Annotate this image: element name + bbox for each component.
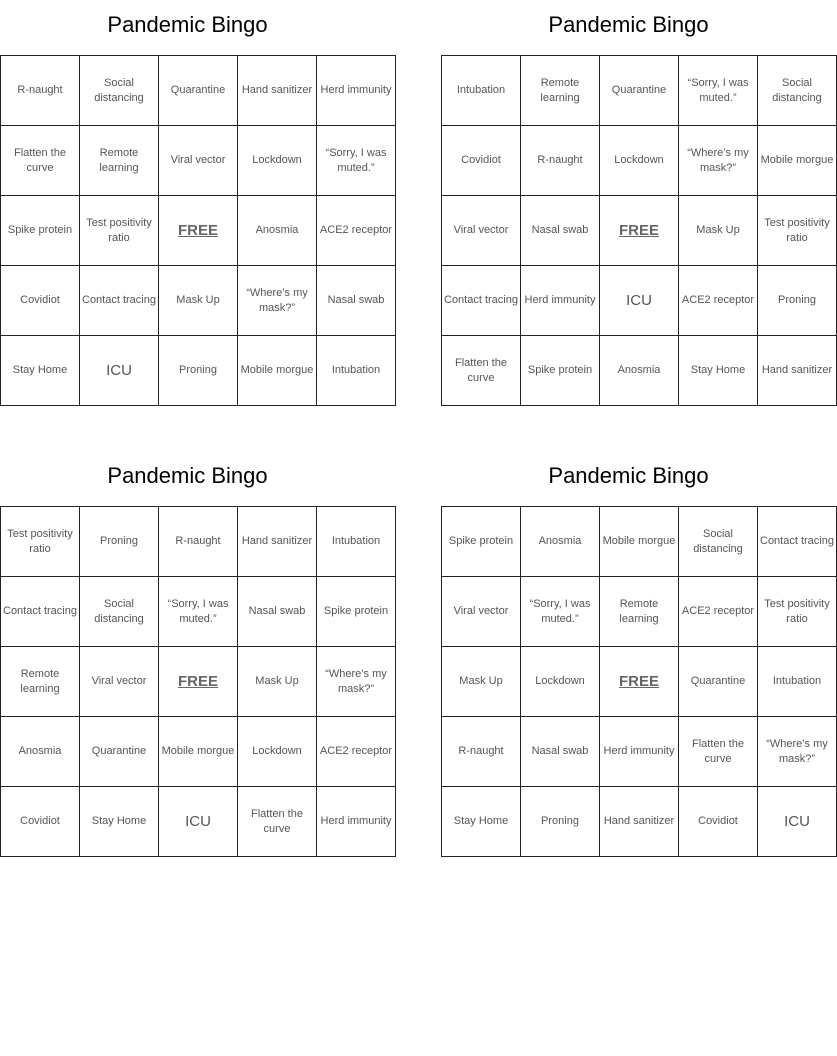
bingo-cell [238, 196, 317, 266]
cell-label: ACE2 receptor [319, 745, 393, 757]
grid-row [442, 507, 837, 577]
bingo-cell [238, 507, 317, 577]
cell-label: ACE2 receptor [681, 605, 755, 617]
cell-label: Stay Home [690, 364, 746, 376]
bingo-card-2 [441, 0, 834, 406]
cell-label: Social distancing [693, 527, 743, 555]
bingo-cell [80, 577, 159, 647]
cell-label: Covidiot [20, 294, 60, 306]
bingo-card-4 [441, 451, 834, 857]
cell-label: Proning [778, 294, 816, 306]
bingo-cell [442, 266, 521, 336]
cell-label: Contact tracing [444, 294, 518, 306]
bingo-cell [317, 577, 396, 647]
bingo-cell [679, 266, 758, 336]
cell-label: Lockdown [535, 675, 585, 687]
grid-row [1, 336, 396, 406]
bingo-cell [521, 577, 600, 647]
cell-label: Spike protein [7, 224, 73, 236]
cell-label: ICU [784, 813, 810, 830]
bingo-cell [679, 507, 758, 577]
bingo-cell [679, 336, 758, 406]
cell-label: Mask Up [696, 224, 740, 236]
cell-label: Herd immunity [603, 745, 675, 757]
bingo-cell [679, 717, 758, 787]
cell-label: Remote learning [99, 146, 139, 174]
bingo-cell [442, 647, 521, 717]
bingo-cell [159, 507, 238, 577]
cell-label: Social distancing [94, 76, 144, 104]
bingo-cell [159, 717, 238, 787]
bingo-card-3 [0, 451, 393, 857]
cell-label: Covidiot [698, 815, 738, 827]
cell-label: Mask Up [176, 294, 220, 306]
cell-label: “Where’s my mask?” [766, 737, 828, 765]
cell-label: Quarantine [170, 84, 226, 96]
bingo-cell [238, 56, 317, 126]
cell-label: Covidiot [20, 815, 60, 827]
bingo-cell [600, 56, 679, 126]
cell-label: Test positivity ratio [86, 216, 152, 244]
cell-label: Hand sanitizer [761, 364, 833, 376]
grid-row [1, 126, 396, 196]
bingo-cell [600, 717, 679, 787]
cell-label: Viral vector [453, 224, 509, 236]
bingo-grid [0, 506, 396, 857]
cell-label: Contact tracing [82, 294, 156, 306]
bingo-cell [600, 787, 679, 857]
cell-label: Flatten the curve [692, 737, 744, 765]
bingo-cell [758, 56, 837, 126]
cell-label: ICU [106, 362, 132, 379]
bingo-cell [442, 787, 521, 857]
bingo-cell [679, 56, 758, 126]
card-title: Pandemic Bingo [548, 463, 709, 488]
bingo-cell [521, 266, 600, 336]
cell-label: ICU [185, 813, 211, 830]
free-space-cell [600, 196, 679, 266]
cell-label: Flatten the curve [251, 807, 303, 835]
cell-label: Proning [541, 815, 579, 827]
bingo-cell [442, 196, 521, 266]
bingo-cell [758, 507, 837, 577]
card-title: Pandemic Bingo [548, 12, 709, 37]
bingo-cell [758, 787, 837, 857]
bingo-cell [679, 577, 758, 647]
bingo-cell [521, 336, 600, 406]
cell-label: Test positivity ratio [764, 597, 830, 625]
bingo-cell [1, 577, 80, 647]
bingo-cell [159, 126, 238, 196]
cell-label: Lockdown [252, 154, 302, 166]
grid-row [442, 647, 837, 717]
bingo-cell [1, 126, 80, 196]
cell-label: ACE2 receptor [319, 224, 393, 236]
card-title: Pandemic Bingo [107, 12, 268, 37]
bingo-cell [442, 56, 521, 126]
bingo-cell [238, 266, 317, 336]
bingo-cell [679, 126, 758, 196]
bingo-cell [521, 717, 600, 787]
grid-row [442, 787, 837, 857]
bingo-cell [1, 266, 80, 336]
cell-label: Covidiot [461, 154, 501, 166]
bingo-cell [317, 647, 396, 717]
cell-label: Mobile morgue [602, 535, 676, 547]
bingo-cell [758, 647, 837, 717]
bingo-cell [1, 787, 80, 857]
bingo-cell [317, 56, 396, 126]
bingo-cell [80, 126, 159, 196]
cell-label: Anosmia [617, 364, 661, 376]
bingo-cell [521, 126, 600, 196]
bingo-cell [600, 577, 679, 647]
bingo-cell [442, 717, 521, 787]
bingo-cell [238, 577, 317, 647]
grid-row [1, 787, 396, 857]
bingo-cell [80, 787, 159, 857]
cell-label: Mask Up [459, 675, 503, 687]
cell-label: Mask Up [255, 675, 299, 687]
cell-label: Quarantine [611, 84, 667, 96]
bingo-cell [521, 56, 600, 126]
bingo-cell [442, 126, 521, 196]
bingo-cell [238, 647, 317, 717]
bingo-grid [441, 55, 837, 406]
grid-row [1, 56, 396, 126]
cell-label: Anosmia [255, 224, 299, 236]
cell-label: Nasal swab [531, 224, 589, 236]
free-space-label: FREE [618, 673, 659, 690]
cell-label: Herd immunity [524, 294, 596, 306]
cell-label: R-naught [175, 535, 221, 547]
cell-label: Hand sanitizer [241, 535, 313, 547]
grid-row [1, 577, 396, 647]
cell-label: Lockdown [614, 154, 664, 166]
grid-row [1, 717, 396, 787]
bingo-cell [238, 787, 317, 857]
grid-row [1, 196, 396, 266]
grid-row [442, 266, 837, 336]
grid-row [1, 647, 396, 717]
bingo-cell [80, 336, 159, 406]
bingo-cell [317, 787, 396, 857]
bingo-cell [159, 787, 238, 857]
grid-row [442, 717, 837, 787]
cell-label: Spike protein [448, 535, 514, 547]
bingo-cell [159, 266, 238, 336]
cell-label: Proning [179, 364, 217, 376]
bingo-cell [159, 336, 238, 406]
cell-label: Proning [100, 535, 138, 547]
bingo-cell [317, 336, 396, 406]
bingo-cell [1, 196, 80, 266]
cell-label: Hand sanitizer [241, 84, 313, 96]
bingo-cell [80, 266, 159, 336]
bingo-cell [80, 647, 159, 717]
cell-label: Mobile morgue [240, 364, 314, 376]
cell-label: Viral vector [453, 605, 509, 617]
bingo-cell [238, 717, 317, 787]
bingo-grid [0, 55, 396, 406]
cell-label: Viral vector [91, 675, 147, 687]
bingo-cell [521, 507, 600, 577]
bingo-cell [758, 336, 837, 406]
cell-label: Intubation [456, 84, 506, 96]
cell-label: Spike protein [323, 605, 389, 617]
bingo-cell [80, 196, 159, 266]
bingo-cell [521, 647, 600, 717]
bingo-cell [238, 126, 317, 196]
bingo-cell [521, 196, 600, 266]
cell-label: Mobile morgue [760, 154, 834, 166]
cell-label: Intubation [772, 675, 822, 687]
bingo-cell [80, 56, 159, 126]
cell-label: Remote learning [20, 667, 60, 695]
cell-label: “Where’s my mask?” [325, 667, 387, 695]
cell-label: “Where’s my mask?” [687, 146, 749, 174]
bingo-cell [1, 717, 80, 787]
grid-row [442, 196, 837, 266]
bingo-grid [441, 506, 837, 857]
free-space-label: FREE [618, 222, 659, 239]
bingo-cell [80, 507, 159, 577]
bingo-cell [442, 507, 521, 577]
grid-row [442, 126, 837, 196]
bingo-cell [317, 266, 396, 336]
bingo-cell [758, 266, 837, 336]
bingo-cell [317, 196, 396, 266]
cell-label: Flatten the curve [455, 356, 507, 384]
cell-label: Flatten the curve [14, 146, 66, 174]
cell-label: Nasal swab [327, 294, 385, 306]
grid-row [1, 266, 396, 336]
free-space-cell [159, 647, 238, 717]
cell-label: “Sorry, I was muted.” [325, 146, 387, 174]
cell-label: Social distancing [94, 597, 144, 625]
cell-label: R-naught [458, 745, 504, 757]
cell-label: R-naught [17, 84, 63, 96]
cell-label: Hand sanitizer [603, 815, 675, 827]
cell-label: “Where’s my mask?” [246, 286, 308, 314]
bingo-cell [1, 56, 80, 126]
free-space-label: FREE [177, 673, 218, 690]
free-space-cell [600, 647, 679, 717]
cell-label: Test positivity ratio [7, 527, 73, 555]
bingo-cell [758, 717, 837, 787]
cell-label: Quarantine [91, 745, 147, 757]
bingo-cell [1, 336, 80, 406]
bingo-cell [679, 647, 758, 717]
bingo-cell [679, 196, 758, 266]
cell-label: Test positivity ratio [764, 216, 830, 244]
cell-label: Social distancing [772, 76, 822, 104]
bingo-cell [758, 126, 837, 196]
cell-label: Herd immunity [320, 815, 392, 827]
bingo-cell [521, 787, 600, 857]
bingo-cell [317, 507, 396, 577]
bingo-cell [442, 336, 521, 406]
bingo-cell [600, 266, 679, 336]
cell-label: ACE2 receptor [681, 294, 755, 306]
cell-label: Remote learning [619, 597, 659, 625]
card-title: Pandemic Bingo [107, 463, 268, 488]
cell-label: Stay Home [12, 364, 68, 376]
cell-label: Herd immunity [320, 84, 392, 96]
cell-label: Mobile morgue [161, 745, 235, 757]
cell-label: Stay Home [453, 815, 509, 827]
cell-label: Contact tracing [3, 605, 77, 617]
bingo-cell [758, 577, 837, 647]
bingo-cell [238, 336, 317, 406]
bingo-cell [600, 126, 679, 196]
cell-label: Stay Home [91, 815, 147, 827]
cell-label: “Sorry, I was muted.” [687, 76, 749, 104]
cell-label: Quarantine [690, 675, 746, 687]
cell-label: Spike protein [527, 364, 593, 376]
cell-label: Nasal swab [531, 745, 589, 757]
bingo-cell [1, 507, 80, 577]
free-space-cell [159, 196, 238, 266]
bingo-cell [679, 787, 758, 857]
bingo-cell [600, 336, 679, 406]
bingo-cell [317, 126, 396, 196]
cell-label: Nasal swab [248, 605, 306, 617]
free-space-label: FREE [177, 222, 218, 239]
cell-label: “Sorry, I was muted.” [167, 597, 229, 625]
grid-row [442, 56, 837, 126]
bingo-card-1 [0, 0, 393, 406]
bingo-cell [758, 196, 837, 266]
bingo-cell [600, 507, 679, 577]
bingo-cell [1, 647, 80, 717]
bingo-cell [317, 717, 396, 787]
bingo-cell [159, 577, 238, 647]
cell-label: Remote learning [540, 76, 580, 104]
cell-label: Anosmia [18, 745, 62, 757]
bingo-cell [80, 717, 159, 787]
grid-row [1, 507, 396, 577]
cell-label: “Sorry, I was muted.” [529, 597, 591, 625]
grid-row [442, 336, 837, 406]
bingo-cell [159, 56, 238, 126]
cell-label: Anosmia [538, 535, 582, 547]
bingo-cell [442, 577, 521, 647]
cell-label: Intubation [331, 535, 381, 547]
cell-label: Intubation [331, 364, 381, 376]
cell-label: Lockdown [252, 745, 302, 757]
cell-label: Viral vector [170, 154, 226, 166]
grid-row [442, 577, 837, 647]
cell-label: R-naught [537, 154, 583, 166]
cell-label: ICU [626, 292, 652, 309]
cell-label: Contact tracing [760, 535, 834, 547]
